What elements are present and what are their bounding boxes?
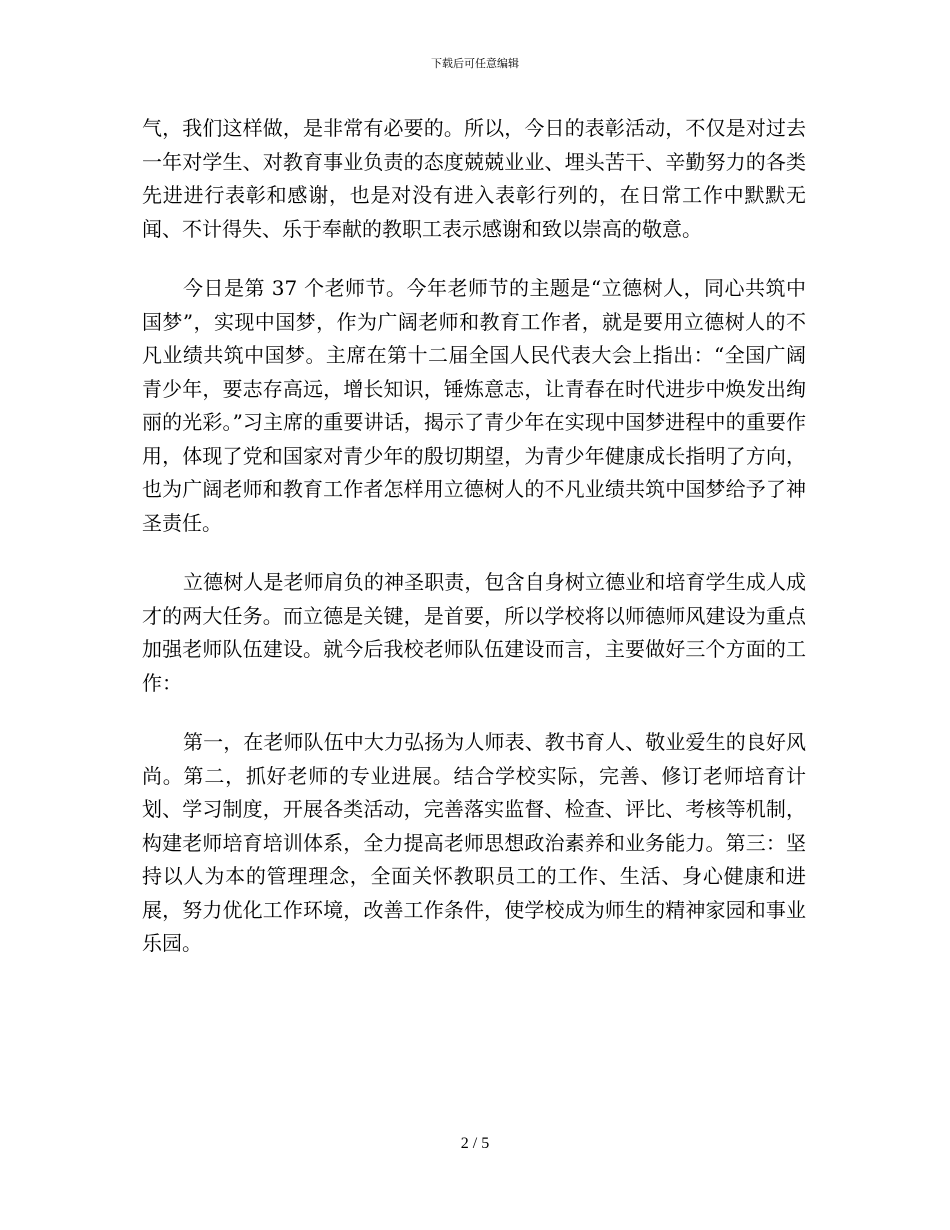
paragraph-continuation: 气，我们这样做，是非常有必要的。所以，今日的表彰活动，不仅是对过去一年对学生、对教育事业负责的态度兢兢业业、埋头苦干、辛勤努力的各类先进进行表彰和感谢，也是对没有进入表彰行列的，在日常工作中默默无闻、不计得失、乐于奉献的教职工表示感谢和致以崇高的敬意。 [142, 116, 806, 241]
page-header: 下载后可任意编辑 [431, 57, 519, 70]
page-number: 2 / 5 [460, 1135, 490, 1152]
paragraph-teachers-day: 今日是第 37 个老师节。今年老师节的主题是“立德树人，同心共筑中国梦”，实现中国梦，作为广阔老师和教育工作者，就是要用立德树人的不凡业绩共筑中国梦。主席在第十二届全国人民代表大会上指出：“全国广阔青少年，要志存高远，增长知识，锤炼意志，让青春在时代进步中焕发出绚丽的光彩。”习主席的重要讲话，揭示了青少年在实现中国梦进程中的重要作用，体现了党和国家对青少年的殷切期望，为青少年健康成长指明了方向，也为广阔老师和教育工作者怎样用立德树人的不凡业绩共筑中国梦给予了神圣责任。 [142, 276, 806, 535]
paragraph-moral-education: 立德树人是老师肩负的神圣职责，包含自身树立德业和培育学生成人成才的两大任务。而立德是关键，是首要，所以学校将以师德师风建设为重点加强老师队伍建设。就今后我校老师队伍建设而言，主要做好三个方面的工作： [142, 570, 806, 695]
document-body [142, 112, 806, 987]
paragraph-three-tasks: 第一，在老师队伍中大力弘扬为人师表、教书育人、敬业爱生的良好风尚。第二，抓好老师的专业进展。结合学校实际，完善、修订老师培育计划、学习制度，开展各类活动，完善落实监督、检查、评比、考核等机制，构建老师培育培训体系，全力提高老师思想政治素养和业务能力。第三：坚持以人为本的管理理念，全面关怀教职员工的工作、生活、身心健康和进展，努力优化工作环境，改善工作条件，使学校成为师生的精神家园和事业乐园。 [142, 730, 806, 955]
